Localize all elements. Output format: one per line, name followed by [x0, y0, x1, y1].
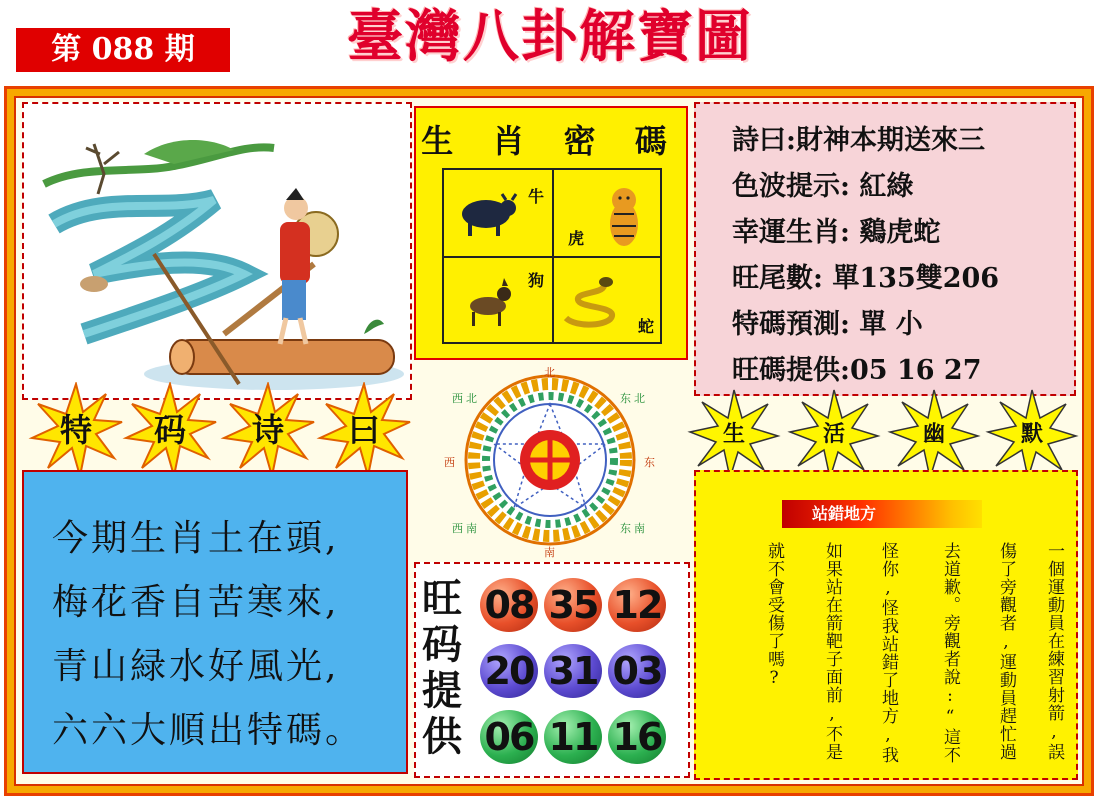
info-line-codes: 旺碼提供:05 16 27 [732, 355, 982, 386]
compass-label-3: 北 [544, 366, 555, 379]
zodiac-heading: 生 肖 密 碼 [421, 122, 681, 160]
lucky-numbers-panel [414, 562, 690, 778]
info-line-color: 色波提示: 紅綠 [732, 171, 914, 202]
poem-panel [22, 470, 408, 774]
star-right-1-label: 生 [722, 421, 745, 447]
star-left-1-label: 特 [59, 411, 92, 449]
star-right-4-label: 默 [1020, 421, 1043, 447]
star-left-1 [28, 382, 124, 478]
compass-label-10: 东 [620, 522, 631, 535]
zodiac-label-ox: 牛 [528, 187, 545, 206]
dog-icon [458, 274, 522, 330]
compass-label-1: 西 [452, 392, 463, 405]
info-line-prediction: 特碼預測: 單 小 [732, 309, 923, 340]
poem-line-4: 六六大順出特碼。 [52, 710, 365, 751]
info-line-tail: 旺尾數: 單135雙206 [732, 263, 1000, 294]
issue-number: 第 088 期 [16, 28, 230, 72]
star-left-2-label: 码 [153, 411, 186, 449]
star-left-3-label: 诗 [251, 411, 284, 449]
poem-line-1: 今期生肖土在頭, [52, 518, 340, 559]
compass-label-5: 北 [634, 392, 645, 405]
poem-line-3: 青山緑水好風光, [52, 646, 340, 687]
story-panel [694, 470, 1078, 780]
star-right-3-label: 幽 [922, 421, 945, 447]
number-ball: 12 [608, 578, 666, 632]
zodiac-label-tiger: 虎 [568, 229, 585, 248]
number-ball: 08 [480, 578, 538, 632]
zodiac-grid [442, 168, 662, 344]
star-right-3 [886, 386, 982, 482]
compass-label-12: 南 [544, 546, 555, 559]
story-column-6: 就不會受傷了嗎? [764, 542, 784, 689]
poem-line-2: 梅花香自苦寒來, [52, 582, 340, 623]
tiger-icon [590, 180, 654, 250]
compass-label-11: 南 [634, 522, 645, 535]
number-ball: 16 [608, 710, 666, 764]
star-left-4 [316, 382, 412, 478]
star-left-4-label: 曰 [347, 411, 380, 449]
numbers-label: 旺码提供 [422, 575, 462, 760]
number-ball: 03 [608, 644, 666, 698]
number-ball: 35 [544, 578, 602, 632]
star-right-1 [686, 386, 782, 482]
compass-label-4: 东 [620, 392, 631, 405]
compass-label-7: 东 [644, 456, 655, 469]
ox-icon [454, 188, 518, 238]
story-column-2: 傷了旁觀者,運動員趕忙過 [996, 542, 1016, 761]
compass-label-8: 西 [452, 522, 463, 535]
number-ball: 11 [544, 710, 602, 764]
scene-illustration [22, 102, 412, 400]
snake-icon [556, 266, 626, 330]
star-right-4 [984, 386, 1080, 482]
info-line-poem: 詩曰:財神本期送來三 [732, 125, 985, 156]
page-title: 臺灣八卦解寶圖 [347, 4, 753, 70]
star-left-2 [122, 382, 218, 478]
story-column-4: 怪你,怪我站錯了地方,我 [878, 542, 898, 764]
star-right-2 [786, 386, 882, 482]
number-ball: 06 [480, 710, 538, 764]
fisherman-illustration [24, 104, 410, 398]
compass-label-9: 南 [466, 522, 477, 535]
story-column-5: 如果站在箭靶子面前,不是 [822, 542, 842, 761]
number-ball: 20 [480, 644, 538, 698]
compass-label-2: 北 [466, 392, 477, 405]
star-left-3 [220, 382, 316, 478]
zodiac-code-panel [414, 106, 688, 360]
star-right-2-label: 活 [822, 421, 845, 447]
info-line-zodiac: 幸運生肖: 鷄虎蛇 [732, 217, 941, 248]
zodiac-label-dog: 狗 [528, 271, 545, 290]
info-panel [694, 102, 1076, 396]
zodiac-label-snake: 蛇 [638, 317, 655, 336]
story-column-1: 一個運動員在練習射箭,誤 [1044, 542, 1064, 761]
bagua-compass [440, 360, 660, 560]
story-banner: 站錯地方 [782, 500, 982, 528]
number-ball: 31 [544, 644, 602, 698]
compass-label-6: 西 [444, 456, 455, 469]
story-column-3: 去道歉。旁觀者說:“這不 [940, 542, 960, 764]
